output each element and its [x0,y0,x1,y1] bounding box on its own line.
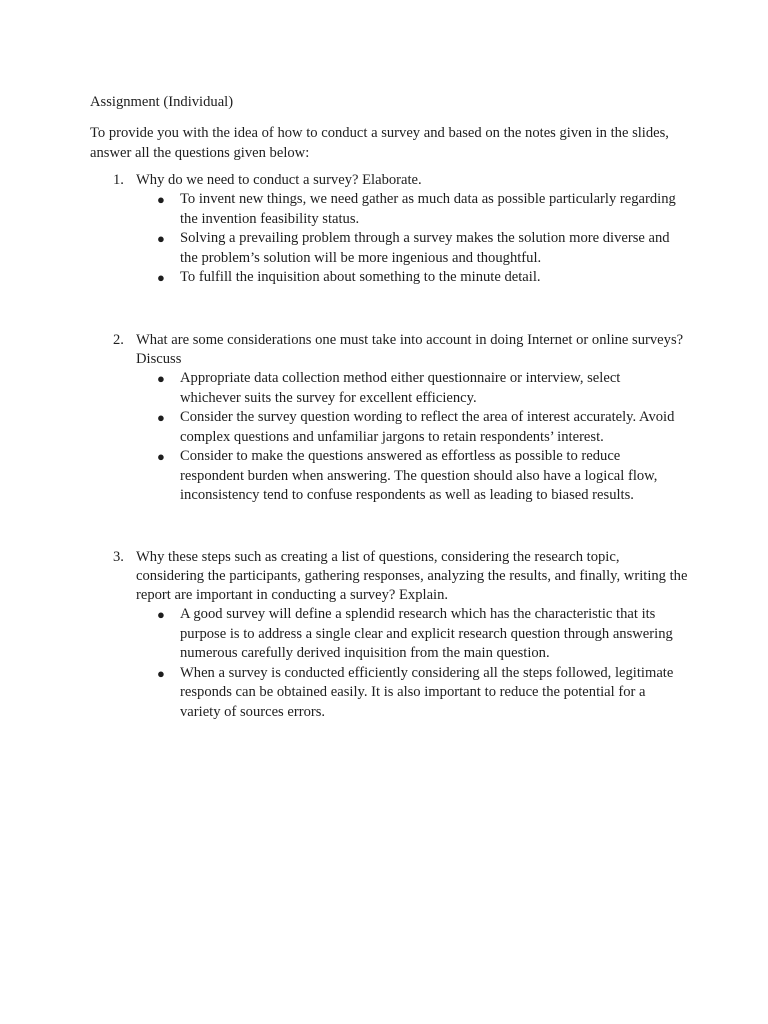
answer-text: Appropriate data collection method either questionnaire or interview, select whichever suits the survey for excellent efficiency. [180,370,621,406]
question-2-line [90,331,690,369]
bullet-icon: ● [157,270,165,285]
document-title: Assignment (Individual) [90,94,234,110]
answer-list [90,369,690,506]
bullet-icon: ● [157,371,165,386]
bullet-icon: ● [157,665,165,681]
answer-text: When a survey is conducted efficiently considering all the steps followed, legitimate responds can be obtained easily. It is also important to reduce the potential for a variety of sources errors. [180,664,674,720]
answer-item [90,664,680,723]
question-text: Why these steps such as creating a list of questions, considering the research topic, considering the participants, gathering responses, analyzing the results, and finally, writing the report are important in conducting a survey? Explain. [136,549,688,603]
answer-item [90,447,680,506]
question-1 [90,171,690,288]
question-2 [90,331,690,506]
question-3 [90,548,690,722]
bullet-icon: ● [157,449,165,464]
question-1-line [90,171,690,190]
answer-text: A good survey will define a splendid research which has the characteristic that its purpose is to address a single clear and explicit research question through answering numerous carefully derived inquisition from the main question. [180,606,673,661]
question-number: 3. [113,549,124,565]
answer-text: Consider to make the questions answered as effortless as possible to reduce respondent burden when answering. The question should also have a logical flow, inconsistency tend to confuse respondents as well as leading to biased results. [180,448,658,503]
bullet-icon: ● [157,192,165,207]
question-3-line [90,548,690,605]
bullet-icon: ● [157,231,165,246]
answer-list [90,605,690,722]
question-number: 2. [113,332,124,348]
answer-text: Solving a prevailing problem through a survey makes the solution more diverse and the problem’s solution will be more ingenious and thoughtful. [180,230,670,266]
answer-item [90,268,680,288]
intro-paragraph: To provide you with the idea of how to conduct a survey and based on the notes given in the slides, answer all the questions given below: [90,125,669,161]
question-text: Why do we need to conduct a survey? Elaborate. [136,172,422,188]
bullet-icon: ● [157,607,165,622]
answer-text: Consider the survey question wording to reflect the area of interest accurately. Avoid complex questions and unfamiliar jargons to retain respondents’ interest. [180,409,675,445]
question-number: 1. [113,172,124,188]
answer-text: To fulfill the inquisition about something to the minute detail. [180,269,541,285]
answer-item [90,369,680,408]
answer-item [90,605,680,664]
answer-list [90,190,690,288]
answer-text: To invent new things, we need gather as much data as possible particularly regarding the invention feasibility status. [180,191,676,227]
question-text: What are some considerations one must take into account in doing Internet or online surveys? Discuss [136,332,684,367]
answer-item [90,190,680,229]
answer-item [90,408,680,447]
answer-item [90,229,680,268]
bullet-icon: ● [157,410,165,425]
